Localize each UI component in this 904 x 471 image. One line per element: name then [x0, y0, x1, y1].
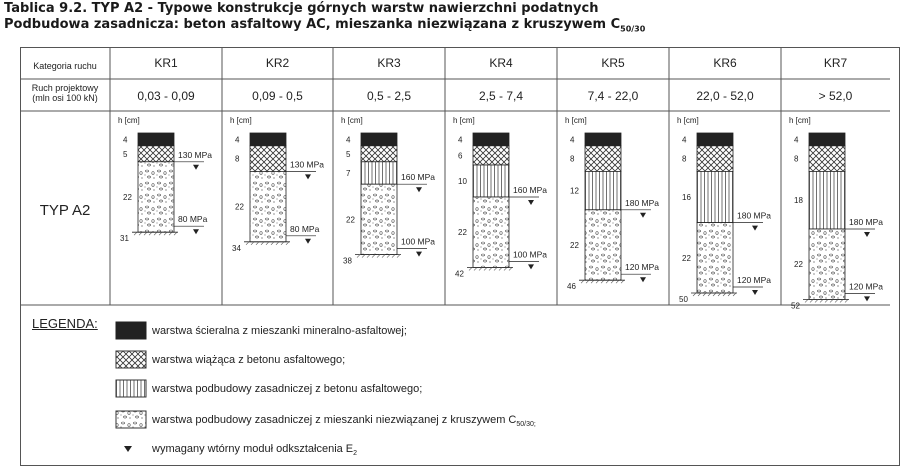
subgrade-hatch — [616, 280, 619, 283]
layer-thickness: 4 — [346, 135, 351, 145]
modulus-marker-icon — [193, 165, 199, 170]
subgrade-hatch — [693, 293, 696, 296]
base-asphalt-layer — [809, 171, 845, 229]
legend-swatch-base-unbound — [116, 411, 146, 428]
binder-layer — [473, 146, 509, 165]
modulus-marker-icon — [640, 277, 646, 282]
layer-thickness: 4 — [458, 135, 463, 145]
subgrade-hatch — [830, 299, 833, 302]
wearing-layer — [473, 133, 509, 146]
subgrade-hatch — [134, 232, 137, 235]
top-modulus: 130 MPa — [290, 159, 325, 170]
subgrade-hatch — [733, 293, 736, 296]
bottom-modulus: 120 MPa — [737, 275, 772, 285]
legend-swatch-wearing — [116, 322, 146, 339]
traffic-value-1: 0,03 - 0,09 — [137, 89, 195, 103]
traffic-value-4: 2,5 - 7,4 — [478, 89, 524, 103]
layer-thickness: 6 — [458, 151, 463, 161]
legend-item-base-unbound: warstwa podbudowy zasadniczej z mieszanki niezwiązanej z kruszywem $C_{50/30;}$ — [152, 414, 536, 429]
subgrade-hatch — [621, 280, 624, 283]
layer-thickness: 5 — [123, 149, 128, 159]
legend-swatch-binder — [116, 351, 146, 368]
subgrade-hatch — [139, 232, 142, 235]
layer-thickness: 5 — [346, 149, 351, 159]
wearing-layer — [361, 133, 397, 146]
subgrade-hatch — [144, 232, 147, 235]
subgrade-hatch — [387, 255, 390, 258]
legend-title: LEGENDA: — [32, 316, 98, 331]
modulus-marker-icon — [528, 200, 534, 205]
layer-thickness: 4 — [682, 135, 687, 145]
wearing-layer — [585, 133, 621, 146]
layer-thickness: 4 — [794, 135, 799, 145]
wearing-layer — [250, 133, 286, 146]
row-label-typ: TYP A2 — [39, 202, 91, 219]
subgrade-hatch — [499, 267, 502, 270]
cross-section-1 — [118, 116, 212, 243]
header-kr-2: KR2 — [265, 56, 290, 70]
subgrade-hatch — [266, 242, 269, 245]
subgrade-hatch — [246, 242, 249, 245]
binder-layer — [809, 146, 845, 172]
bottom-modulus: 100 MPa — [401, 236, 436, 247]
cross-section-6 — [677, 116, 771, 304]
subgrade-hatch — [713, 293, 716, 296]
subgrade-hatch — [479, 267, 482, 270]
cross-section-3 — [341, 116, 435, 266]
layer-thickness: 8 — [235, 154, 240, 164]
modulus-marker-icon — [864, 232, 870, 237]
header-kr-3: KR3 — [377, 56, 401, 70]
binder-layer — [250, 146, 286, 172]
binder-layer — [697, 146, 733, 172]
base-asphalt-layer — [585, 171, 621, 209]
subgrade-hatch — [601, 280, 604, 283]
legend-item-base-asphalt: warstwa podbudowy zasadniczej z betonu asfaltowego; — [152, 383, 423, 395]
subgrade-hatch — [149, 232, 152, 235]
total-thickness: 50 — [679, 295, 688, 304]
subgrade-hatch — [581, 280, 584, 283]
layer-thickness: 4 — [570, 135, 575, 145]
layer-thickness: 12 — [570, 186, 579, 196]
header-kr-7: KR7 — [823, 56, 848, 70]
total-thickness: 31 — [120, 234, 129, 244]
subgrade-hatch — [489, 267, 492, 270]
base-asphalt-layer — [361, 162, 397, 184]
subgrade-hatch — [154, 232, 157, 235]
axis-label: h [cm] — [118, 116, 140, 125]
traffic-value-2: 0,09 - 0,5 — [252, 89, 303, 103]
subgrade-hatch — [169, 232, 172, 235]
layer-thickness: 8 — [682, 154, 687, 164]
subgrade-hatch — [392, 255, 395, 258]
layer-thickness: 10 — [458, 177, 467, 186]
layer-thickness: 22 — [346, 215, 355, 225]
subgrade-hatch — [718, 293, 721, 296]
binder-layer — [585, 146, 621, 172]
base-unbound-layer — [138, 162, 174, 232]
total-thickness: 38 — [343, 256, 352, 266]
axis-label: h [cm] — [677, 116, 699, 125]
subgrade-hatch — [708, 293, 711, 296]
header-kr-1: KR1 — [154, 56, 178, 70]
subgrade-hatch — [698, 293, 701, 296]
subgrade-hatch — [251, 242, 254, 245]
top-modulus: 180 MPa — [625, 197, 660, 208]
traffic-value-5: 7,4 - 22,0 — [587, 89, 639, 103]
layer-thickness: 4 — [123, 135, 128, 145]
cross-section-7 — [789, 116, 883, 310]
modulus-marker-icon — [416, 252, 422, 257]
traffic-value-3: 0,5 - 2,5 — [366, 89, 412, 103]
top-modulus: 180 MPa — [849, 217, 884, 227]
base-asphalt-layer — [473, 165, 509, 197]
cross-section-2 — [230, 116, 324, 253]
subgrade-hatch — [591, 280, 594, 283]
layer-thickness: 8 — [570, 154, 575, 164]
subgrade-hatch — [159, 232, 162, 235]
subgrade-hatch — [723, 293, 726, 296]
subgrade-hatch — [372, 255, 375, 258]
total-thickness: 42 — [455, 269, 464, 279]
wearing-layer — [697, 133, 733, 146]
base-unbound-layer — [809, 229, 845, 299]
subgrade-hatch — [509, 267, 512, 270]
header-kr-6: KR6 — [713, 56, 737, 70]
bottom-modulus: 80 MPa — [178, 214, 208, 225]
binder-layer — [361, 146, 397, 162]
subgrade-hatch — [256, 242, 259, 245]
subgrade-hatch — [286, 242, 289, 245]
cross-section-5 — [565, 116, 659, 291]
axis-label: h [cm] — [789, 116, 811, 125]
layer-thickness: 7 — [346, 169, 351, 178]
subgrade-hatch — [825, 299, 828, 302]
subgrade-hatch — [469, 267, 472, 270]
subgrade-hatch — [174, 232, 177, 235]
bottom-modulus: 100 MPa — [513, 249, 548, 260]
subgrade-hatch — [484, 267, 487, 270]
base-unbound-layer — [361, 184, 397, 254]
subgrade-hatch — [504, 267, 507, 270]
total-thickness: 46 — [567, 282, 576, 292]
top-modulus: 180 MPa — [737, 210, 772, 221]
axis-label: h [cm] — [230, 116, 252, 125]
subgrade-hatch — [840, 299, 843, 302]
subgrade-hatch — [474, 267, 477, 270]
modulus-marker-icon — [305, 174, 311, 179]
axis-label: h [cm] — [453, 116, 475, 125]
header-traffic: Ruch projektowy (mln osi 100 kN) — [31, 83, 99, 103]
base-asphalt-layer — [697, 171, 733, 222]
subgrade-hatch — [357, 255, 360, 258]
base-unbound-layer — [473, 197, 509, 267]
header-kr-4: KR4 — [489, 56, 513, 70]
subgrade-hatch — [382, 255, 385, 258]
total-thickness: 52 — [791, 301, 800, 311]
table-subtitle: Podbudowa zasadnicza: beton asfaltowy AC, mieszanka niezwiązana z kruszywem $C_{50/30}$ — [4, 17, 646, 34]
subgrade-hatch — [805, 299, 808, 302]
axis-label: h [cm] — [565, 116, 587, 125]
subgrade-hatch — [596, 280, 599, 283]
modulus-marker-icon — [752, 290, 758, 295]
subgrade-hatch — [261, 242, 264, 245]
bottom-modulus: 80 MPa — [290, 223, 320, 234]
subgrade-hatch — [611, 280, 614, 283]
top-modulus: 160 MPa — [401, 172, 436, 183]
modulus-marker-icon — [193, 229, 199, 234]
modulus-marker-icon — [864, 296, 870, 301]
modulus-marker-icon — [752, 226, 758, 231]
subgrade-hatch — [586, 280, 589, 283]
subgrade-hatch — [397, 255, 400, 258]
layer-thickness: 8 — [794, 154, 799, 164]
base-unbound-layer — [697, 223, 733, 293]
bottom-modulus: 120 MPa — [625, 262, 660, 273]
layer-thickness: 22 — [570, 241, 579, 250]
subgrade-hatch — [606, 280, 609, 283]
legend-item-wearing: warstwa ścieralna z mieszanki mineralno-asfaltowej; — [152, 325, 407, 337]
legend-triangle-icon — [124, 446, 132, 452]
wearing-layer — [809, 133, 845, 146]
layer-thickness: 4 — [235, 135, 240, 145]
layer-thickness: 22 — [458, 228, 467, 238]
layer-thickness: 16 — [682, 193, 691, 202]
top-modulus: 130 MPa — [178, 149, 213, 160]
total-thickness: 34 — [232, 243, 241, 253]
subgrade-hatch — [728, 293, 731, 296]
layer-thickness: 18 — [794, 196, 803, 206]
legend-item-binder: warstwa wiążąca z betonu asfaltowego; — [152, 354, 346, 366]
header-kr-5: KR5 — [601, 56, 625, 70]
layer-thickness: 22 — [682, 253, 691, 263]
modulus-marker-icon — [416, 187, 422, 192]
wearing-layer — [138, 133, 174, 146]
subgrade-hatch — [276, 242, 279, 245]
bottom-modulus: 120 MPa — [849, 281, 884, 292]
base-unbound-layer — [250, 171, 286, 241]
top-modulus: 160 MPa — [513, 185, 548, 195]
subgrade-hatch — [377, 255, 380, 258]
cross-section-4 — [453, 116, 547, 278]
modulus-marker-icon — [640, 213, 646, 218]
layer-thickness: 22 — [235, 202, 244, 212]
traffic-value-6: 22,0 - 52,0 — [696, 89, 754, 103]
modulus-marker-icon — [528, 264, 534, 269]
subgrade-hatch — [281, 242, 284, 245]
axis-label: h [cm] — [341, 116, 363, 125]
legend-item-modulus: wymagany wtórny moduł odkształcenia $E_2$ — [152, 443, 358, 458]
subgrade-hatch — [845, 299, 848, 302]
subgrade-hatch — [164, 232, 167, 235]
modulus-marker-icon — [305, 239, 311, 244]
subgrade-hatch — [271, 242, 274, 245]
subgrade-hatch — [815, 299, 818, 302]
layer-thickness: 22 — [123, 193, 132, 202]
layer-thickness: 22 — [794, 260, 803, 270]
subgrade-hatch — [362, 255, 365, 258]
subgrade-hatch — [835, 299, 838, 302]
subgrade-hatch — [494, 267, 497, 270]
binder-layer — [138, 146, 174, 162]
subgrade-hatch — [367, 255, 370, 258]
base-unbound-layer — [585, 210, 621, 280]
subgrade-hatch — [810, 299, 813, 302]
header-category: Kategoria ruchu — [33, 61, 97, 71]
subgrade-hatch — [820, 299, 823, 302]
traffic-value-7: > 52,0 — [818, 89, 853, 103]
subgrade-hatch — [703, 293, 706, 296]
legend-swatch-base-asphalt — [116, 380, 146, 397]
table-title: Tablica 9.2. TYP A2 - Typowe konstrukcje górnych warstw nawierzchni podatnych — [4, 1, 599, 16]
